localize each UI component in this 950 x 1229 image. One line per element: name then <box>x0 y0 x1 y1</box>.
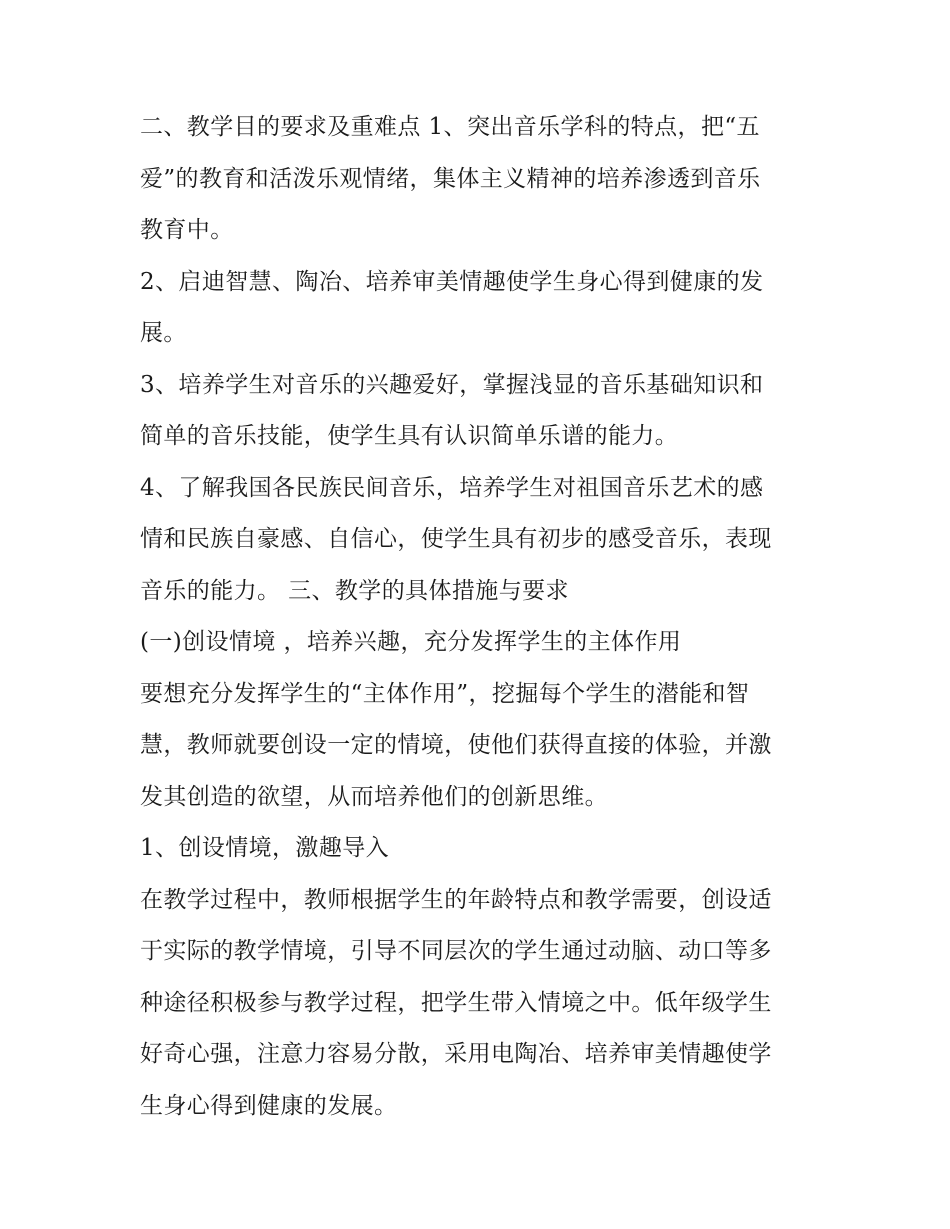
text-line: 3、培养学生对音乐的兴趣爱好，掌握浅显的音乐基础知识和 <box>140 371 764 398</box>
text-line: 4、了解我国各民族民间音乐，培养学生对祖国音乐艺术的感 <box>140 474 764 501</box>
paragraph-item-3 <box>140 360 820 463</box>
text-line: 教育中。 <box>140 217 234 243</box>
text-line: 简单的音乐技能，使学生具有认识简单乐谱的能力。 <box>140 423 679 449</box>
text-line: 爱”的教育和活泼乐观情绪，集体主义精神的培养渗透到音乐 <box>140 165 761 192</box>
document-body <box>140 102 820 1132</box>
paragraph-teaching-process <box>140 875 820 1133</box>
text-line: 音乐的能力。 三、教学的具体措施与要求 <box>140 577 569 604</box>
text-line: 二、教学目的要求及重难点 1、突出音乐学科的特点，把“五 <box>140 114 760 140</box>
text-line: 2、启迪智慧、陶冶、培养审美情趣使学生身心得到健康的发 <box>140 268 764 295</box>
text-line: 要想充分发挥学生的“主体作用”，挖掘每个学生的潜能和智 <box>140 680 750 707</box>
text-line: 于实际的教学情境，引导不同层次的学生通过动脑、动口等多 <box>140 938 772 964</box>
text-line: 展。 <box>140 320 187 346</box>
text-line: 慧，教师就要创设一定的情境，使他们获得直接的体验，并激 <box>140 732 772 758</box>
paragraph-item-4 <box>140 463 820 618</box>
text-line: (一)创设情境 ，培养兴趣，充分发挥学生的主体作用 <box>140 629 682 655</box>
text-line: 在教学过程中，教师根据学生的年龄特点和教学需要，创设适 <box>140 886 772 913</box>
text-line: 情和民族自豪感、自信心，使学生具有初步的感受音乐，表现 <box>140 526 772 552</box>
paragraph-heading-intro <box>140 823 820 875</box>
text-line: 1、创设情境，激趣导入 <box>140 835 390 861</box>
paragraph-heading-scenario <box>140 617 820 669</box>
text-line: 好奇心强，注意力容易分散，采用电陶冶、培养审美情趣使学 <box>140 1041 772 1067</box>
paragraph-teaching-objectives <box>140 102 820 257</box>
text-line: 种途径积极参与教学过程，把学生带入情境之中。低年级学生 <box>140 989 772 1016</box>
paragraph-subject-role <box>140 669 820 824</box>
paragraph-item-2 <box>140 257 820 360</box>
text-line: 生身心得到健康的发展。 <box>140 1092 398 1119</box>
text-line: 发其创造的欲望，从而培养他们的创新思维。 <box>140 783 608 810</box>
